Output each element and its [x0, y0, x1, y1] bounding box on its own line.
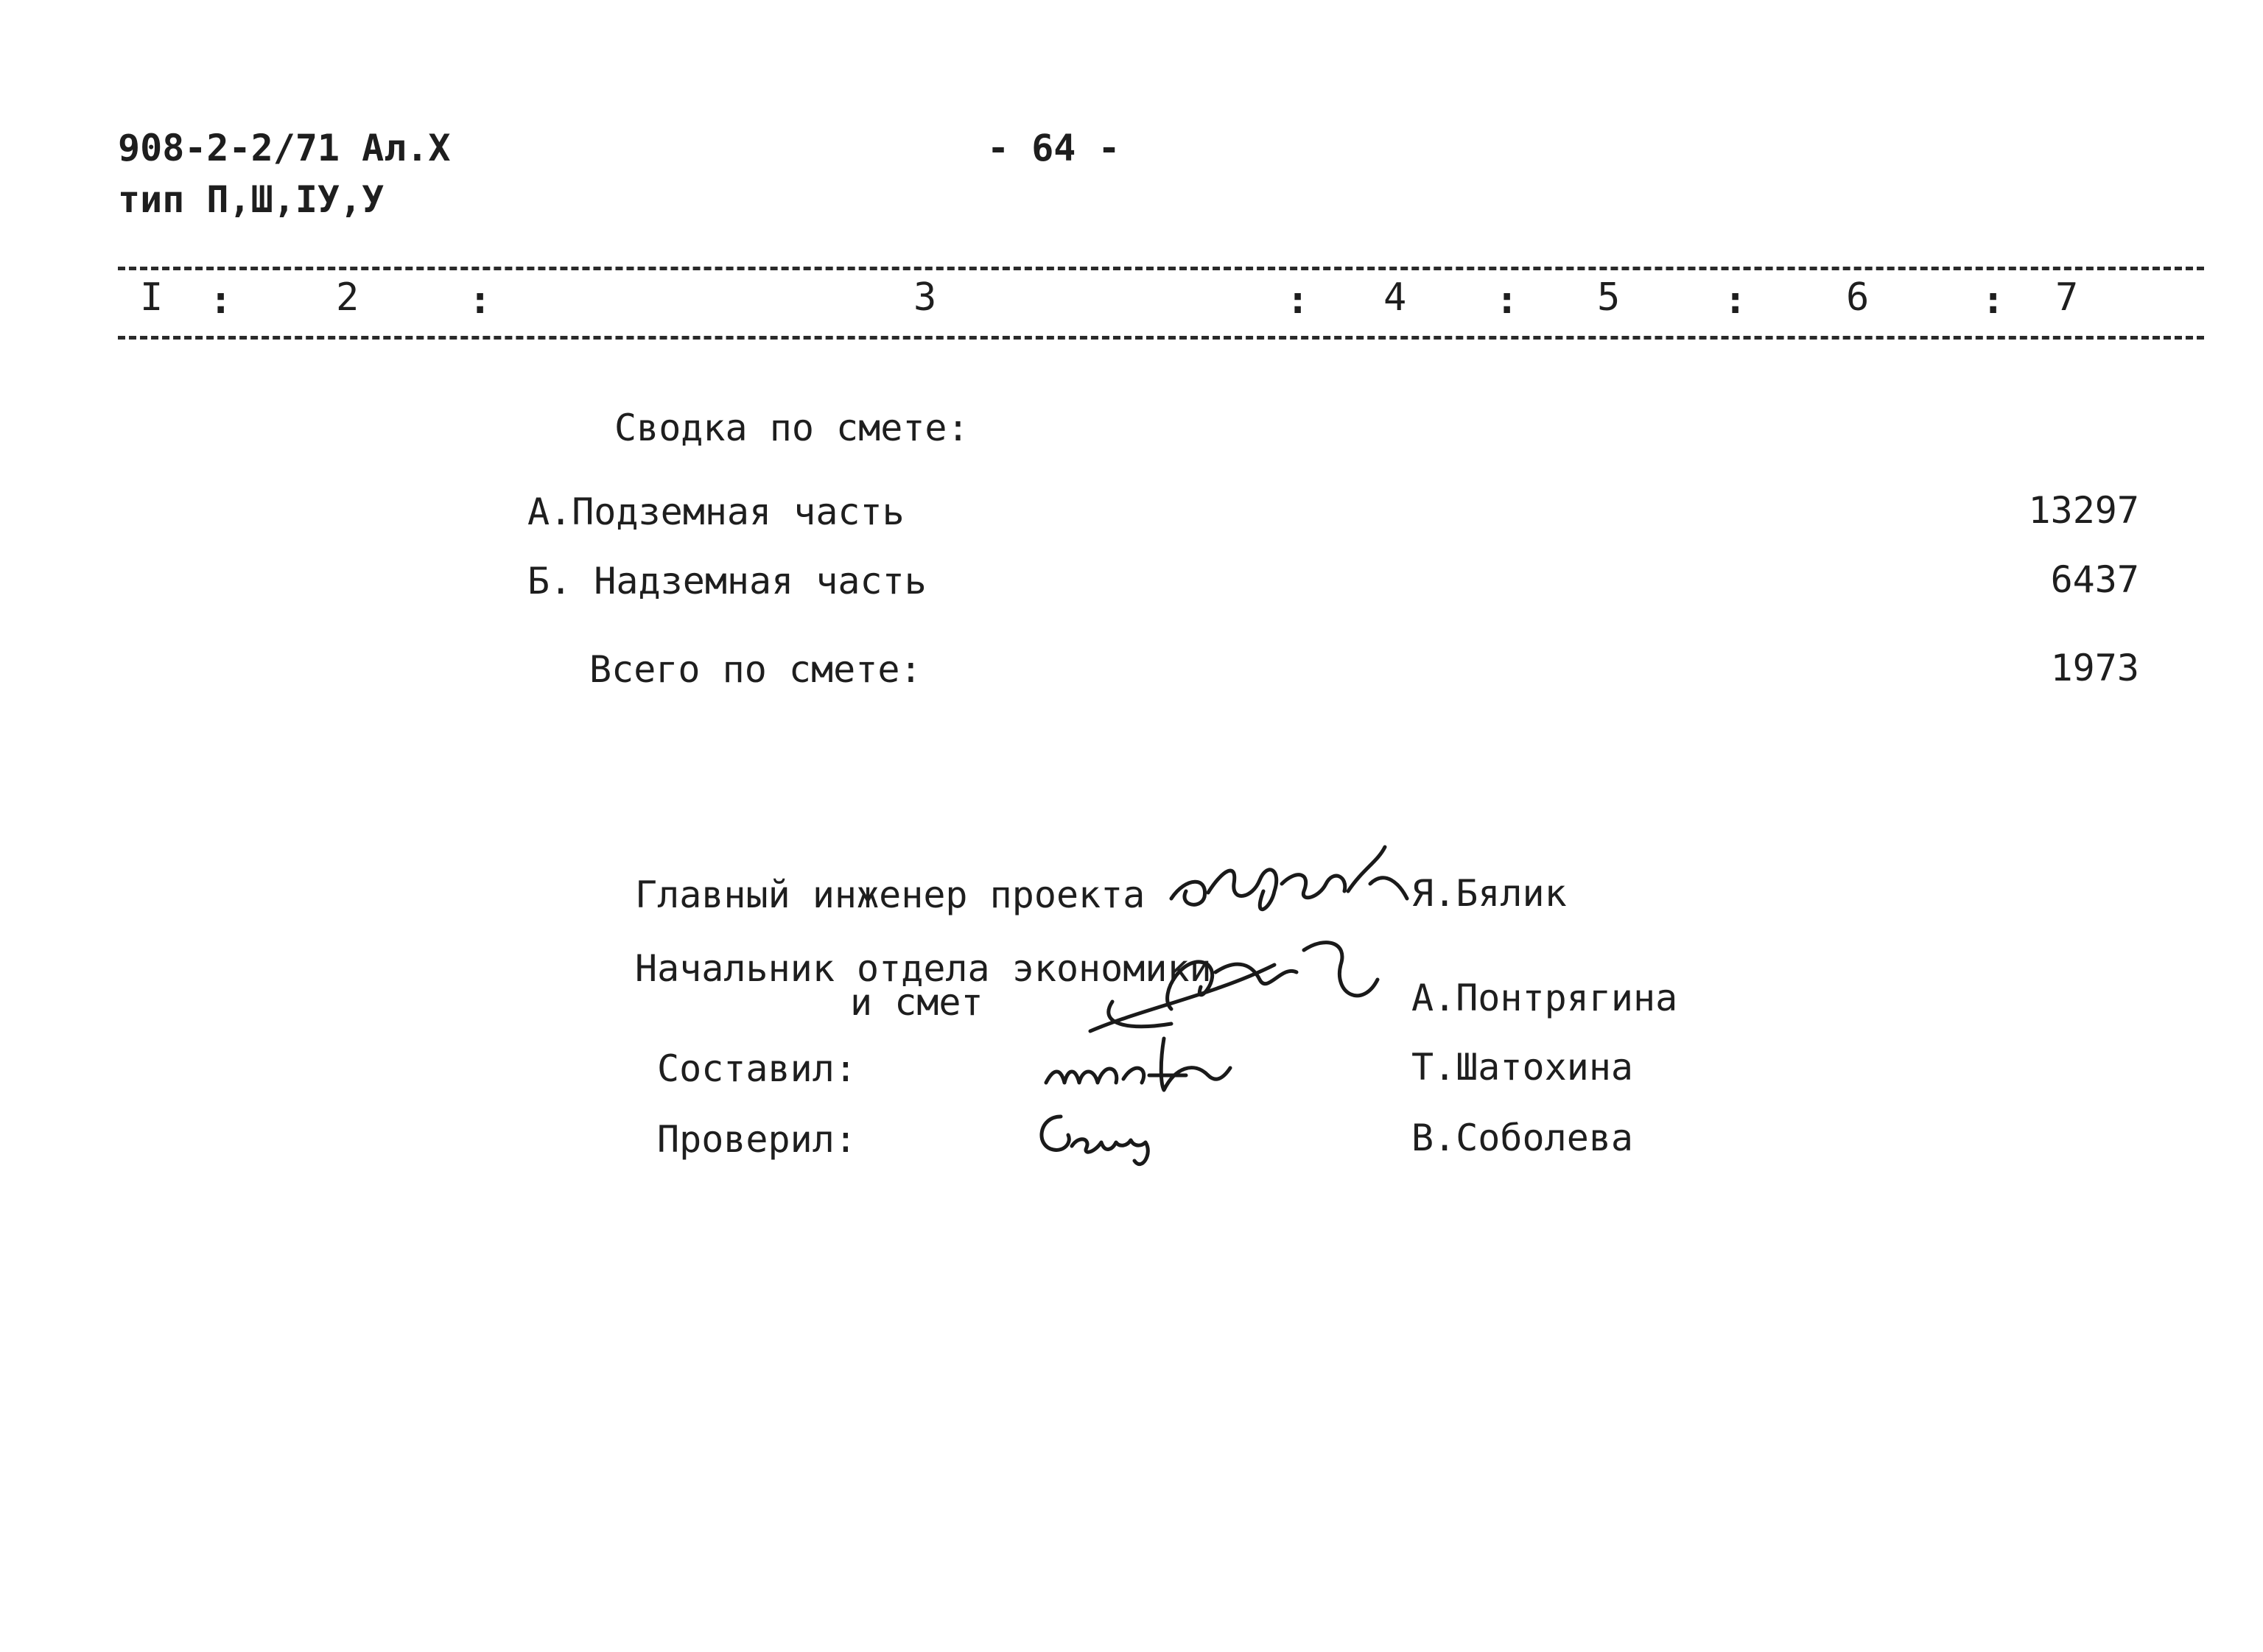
- column-number-4: 4: [1383, 275, 1407, 320]
- chief-engineer-name: Я.Бялик: [1411, 872, 1567, 915]
- head-of-department-role-line1: Начальник отдела экономики: [635, 947, 1212, 990]
- checked-by-signature: [1031, 1102, 1193, 1175]
- column-separator: :: [209, 278, 233, 323]
- summary-row-label: Б. Надземная часть: [527, 560, 927, 602]
- chief-engineer-signature: [1164, 840, 1414, 928]
- compiled-by-name: Т.Шатохина: [1411, 1046, 1634, 1089]
- summary-total-label: Всего по смете:: [589, 648, 922, 691]
- column-separator: :: [1286, 278, 1310, 323]
- column-separator: :: [1982, 278, 2005, 323]
- table-header-bottom-rule: [118, 336, 2204, 340]
- page-number: - 64 -: [987, 127, 1120, 169]
- head-of-department-role-line2: и смет: [850, 981, 983, 1024]
- column-number-2: 2: [336, 275, 359, 320]
- compiled-by-signature: [1039, 1016, 1245, 1105]
- summary-row-value: 13297: [2028, 489, 2139, 532]
- column-separator: :: [1724, 278, 1747, 323]
- summary-total-value: 1973: [2050, 647, 2139, 689]
- summary-title: Сводка по смете:: [614, 407, 969, 449]
- column-number-7: 7: [2055, 275, 2079, 320]
- table-header-top-rule: [118, 267, 2204, 270]
- head-of-department-name: А.Понтрягина: [1411, 977, 1678, 1019]
- checked-by-name: В.Соболева: [1411, 1117, 1634, 1159]
- summary-row-value: 6437: [2050, 558, 2139, 601]
- document-code: 908-2-2/71 Ал.Х: [118, 127, 451, 169]
- checked-by-role: Проверил:: [657, 1118, 857, 1161]
- document-type-line: тип П,Ш,IУ,У: [118, 178, 385, 221]
- summary-row-label: А.Подземная часть: [527, 491, 905, 533]
- column-number-6: 6: [1846, 275, 1870, 320]
- column-separator: :: [469, 278, 492, 323]
- column-number-5: 5: [1597, 275, 1621, 320]
- compiled-by-role: Составил:: [657, 1047, 857, 1090]
- chief-engineer-role: Главный инженер проекта: [635, 874, 1145, 916]
- column-number-1: I: [140, 275, 164, 320]
- column-separator: :: [1495, 278, 1519, 323]
- column-number-3: 3: [913, 275, 937, 320]
